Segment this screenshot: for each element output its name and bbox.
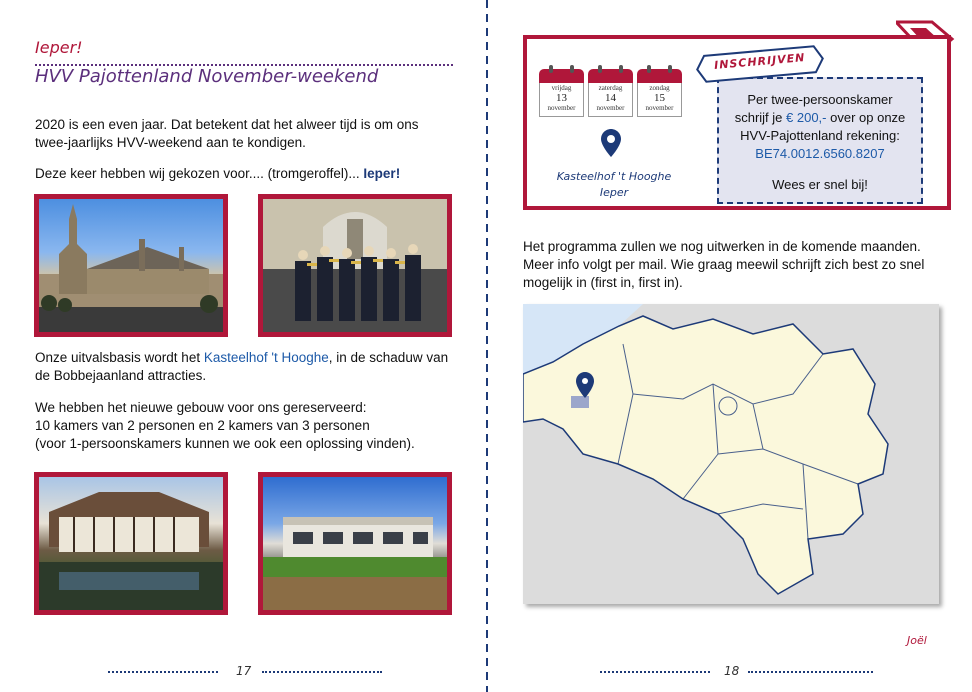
rooms-paragraph — [35, 399, 475, 453]
calendar-icon — [539, 69, 584, 117]
menin-gate-buglers-photo — [258, 194, 452, 337]
rooms-line-3: (voor 1-persoonskamers kunnen we ook een oplossing vinden). — [35, 436, 415, 451]
calendar-month: november — [547, 104, 576, 112]
intro-paragraph: 2020 is een even jaar. Dat betekent dat het alweer tijd is om ons twee-jaarlijks HVV-weekend aan te kondigen. — [35, 117, 419, 150]
info-box — [523, 35, 951, 210]
venue-city: Ieper — [599, 186, 629, 199]
venue-label — [539, 169, 689, 201]
registration-panel — [717, 77, 923, 204]
author-signature: Joël — [907, 634, 927, 647]
registration-line-1: Per twee-persoonskamer — [747, 92, 893, 107]
cloth-hall-photo — [34, 194, 228, 337]
registration-line-2-suffix: over op onze — [826, 110, 906, 125]
registration-price: € 200,- — [786, 110, 827, 125]
calendar-date: 14 — [605, 92, 616, 104]
venue-link: Kasteelhof 't Hooghe — [203, 350, 329, 365]
rooms-line-1: We hebben het nieuwe gebouw voor ons gereserveerd: — [35, 400, 367, 415]
register-tag-label: INSCHRIJVEN — [713, 51, 806, 72]
calendar-day-name: zondag — [649, 84, 670, 92]
footer-divider-left — [108, 671, 218, 673]
calendar-day-name: vrijdag — [551, 84, 572, 92]
base-text-prefix: Onze uitvalsbasis wordt het — [35, 350, 204, 365]
calendar-month: november — [596, 104, 625, 112]
calendar-day-name: zaterdag — [598, 84, 623, 92]
page-number-left: 17 — [236, 664, 252, 678]
footer-divider-right — [748, 671, 873, 673]
calendar-date: 13 — [556, 92, 567, 104]
registration-line-2 — [719, 109, 921, 127]
choice-text: Deze keer hebben wij gekozen voor.... (tromgeroffel)... — [35, 166, 364, 181]
location-pin-icon — [601, 129, 621, 157]
registration-line-3: HVV-Pajottenland rekening: — [740, 128, 900, 143]
destination-highlight: Ieper! — [363, 166, 401, 181]
calendar-date: 15 — [654, 92, 665, 104]
registration-text — [719, 91, 921, 163]
page-number-right: 18 — [724, 664, 740, 678]
city-heading: Ieper! — [35, 38, 83, 57]
base-text-suffix: , in de schaduw van de Bobbejaanland attracties. — [35, 350, 449, 383]
calendar-icon — [588, 69, 633, 117]
calendar-month: november — [645, 104, 674, 112]
venue-name: Kasteelhof 't Hooghe — [556, 170, 672, 183]
bank-account: BE74.0012.6560.8207 — [755, 146, 885, 161]
program-paragraph: Het programma zullen we nog uitwerken in de komende maanden. Meer info volgt per mail. Wie graag meewil schrijft zich best zo snel mogelijk in (first in, first in). — [523, 239, 925, 290]
base-paragraph — [35, 349, 455, 385]
choice-paragraph — [35, 165, 455, 183]
registration-closing: Wees er snel bij! — [772, 177, 868, 192]
rooms-line-2: 10 kamers van 2 personen en 2 kamers van 3 personen — [35, 418, 370, 433]
registration-line-2-prefix: schrijf je — [734, 110, 787, 125]
new-building-photo — [258, 472, 452, 615]
page-title: HVV Pajottenland November-weekend — [35, 66, 379, 87]
calendar-icon — [637, 69, 682, 117]
footer-divider-right — [262, 671, 382, 673]
belgium-map — [523, 304, 939, 604]
footer-divider-left — [600, 671, 710, 673]
castle-hotel-photo — [34, 472, 228, 615]
